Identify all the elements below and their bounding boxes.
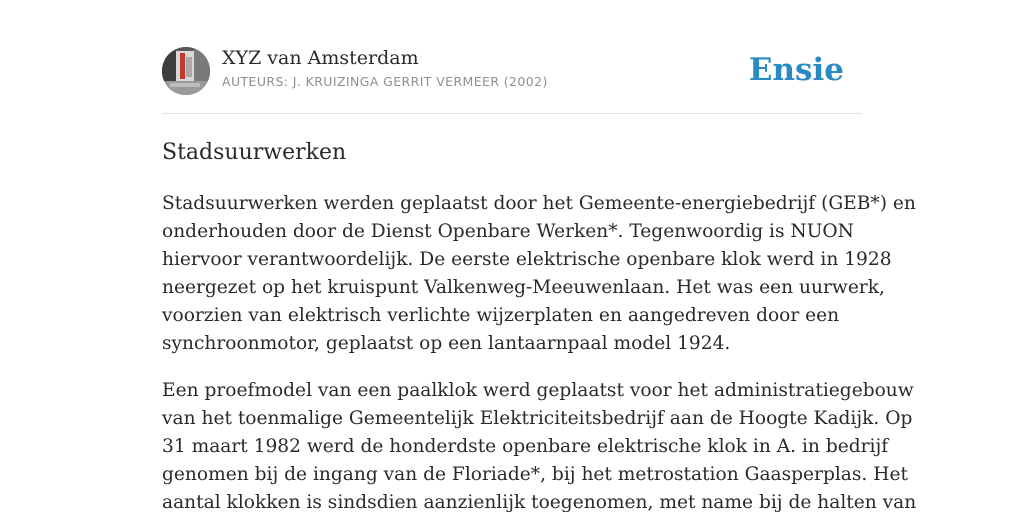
entry-title: Stadsuurwerken bbox=[162, 140, 347, 165]
text-line: synchroonmotor, geplaatst op een lantaarnpaal model 1924. bbox=[162, 333, 731, 354]
paragraph-1 bbox=[162, 190, 916, 358]
book-cover-avatar[interactable] bbox=[162, 47, 210, 95]
entry-body bbox=[162, 190, 917, 512]
book-header bbox=[162, 46, 862, 96]
text-line: Een proefmodel van een paalklok werd geplaatst voor het administratiegebouw bbox=[162, 380, 914, 401]
text-line: 31 maart 1982 werd de honderdste openbare elektrische klok in A. in bedrijf bbox=[162, 436, 889, 457]
text-line: van het toenmalige Gemeentelijk Elektriciteitsbedrijf aan de Hoogte Kadijk. Op bbox=[162, 408, 913, 429]
text-line: Stadsuurwerken werden geplaatst door het Gemeente-energiebedrijf (GEB*) en bbox=[162, 193, 916, 214]
book-title[interactable]: XYZ van Amsterdam bbox=[222, 47, 419, 69]
ensie-logo[interactable]: Ensie bbox=[748, 52, 844, 88]
text-line: onderhouden door de Dienst Openbare Werken*. Tegenwoordig is NUON bbox=[162, 221, 854, 242]
paragraph-2 bbox=[162, 377, 917, 512]
text-line: genomen bij de ingang van de Floriade*, bij het metrostation Gaasperplas. Het bbox=[162, 464, 908, 485]
book-authors: AUTEURS: J. KRUIZINGA GERRIT VERMEER (2002) bbox=[222, 74, 548, 89]
text-line: hiervoor verantwoordelijk. De eerste elektrische openbare klok werd in 1928 bbox=[162, 249, 892, 270]
text-line: neergezet op het kruispunt Valkenweg-Meeuwenlaan. Het was een uurwerk, bbox=[162, 277, 885, 298]
text-line: aantal klokken is sindsdien aanzienlijk toegenomen, met name bij de halten van bbox=[162, 492, 917, 512]
header-divider bbox=[162, 113, 862, 114]
book-cover-image bbox=[162, 47, 210, 95]
text-line: voorzien van elektrisch verlichte wijzerplaten en aangedreven door een bbox=[162, 305, 840, 326]
